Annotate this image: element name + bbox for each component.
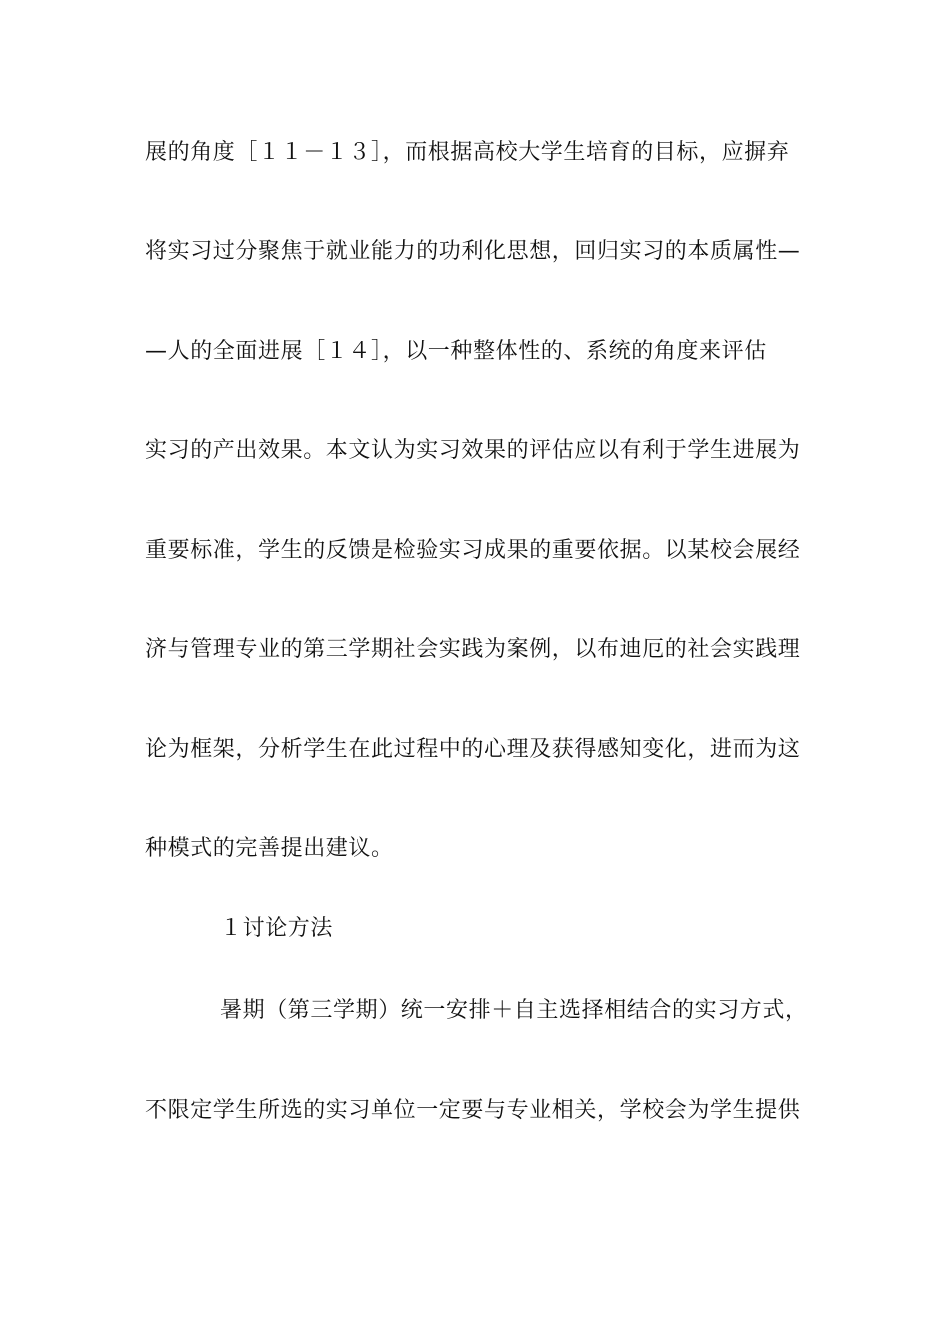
paragraph-line: 将实习过分聚焦于就业能力的功利化思想，回归实习的本质属性— — [145, 239, 801, 264]
paragraph-line: 实习的产出效果。本文认为实习效果的评估应以有利于学生进展为 — [145, 438, 801, 463]
paragraph-line: 论为框架，分析学生在此过程中的心理及获得感知变化，进而为这 — [145, 737, 801, 762]
paragraph-line: 不限定学生所选的实习单位一定要与专业相关，学校会为学生提供 — [145, 1098, 801, 1123]
paragraph-line: 济与管理专业的第三学期社会实践为案例，以布迪厄的社会实践理 — [145, 637, 801, 662]
paragraph-line: 展的角度［１１－１３］，而根据高校大学生培育的目标，应摒弃 — [145, 140, 790, 165]
paragraph-line: 种模式的完善提出建议。 — [145, 836, 394, 861]
paragraph-line: 暑期（第三学期）统一安排＋自主选择相结合的实习方式， — [220, 998, 808, 1023]
paragraph-line: 重要标准，学生的反馈是检验实习成果的重要依据。以某校会展经 — [145, 538, 801, 563]
section-heading: １讨论方法 — [220, 916, 334, 941]
paragraph-line: —人的全面进展［１４］，以一种整体性的、系统的角度来评估 — [145, 339, 767, 364]
